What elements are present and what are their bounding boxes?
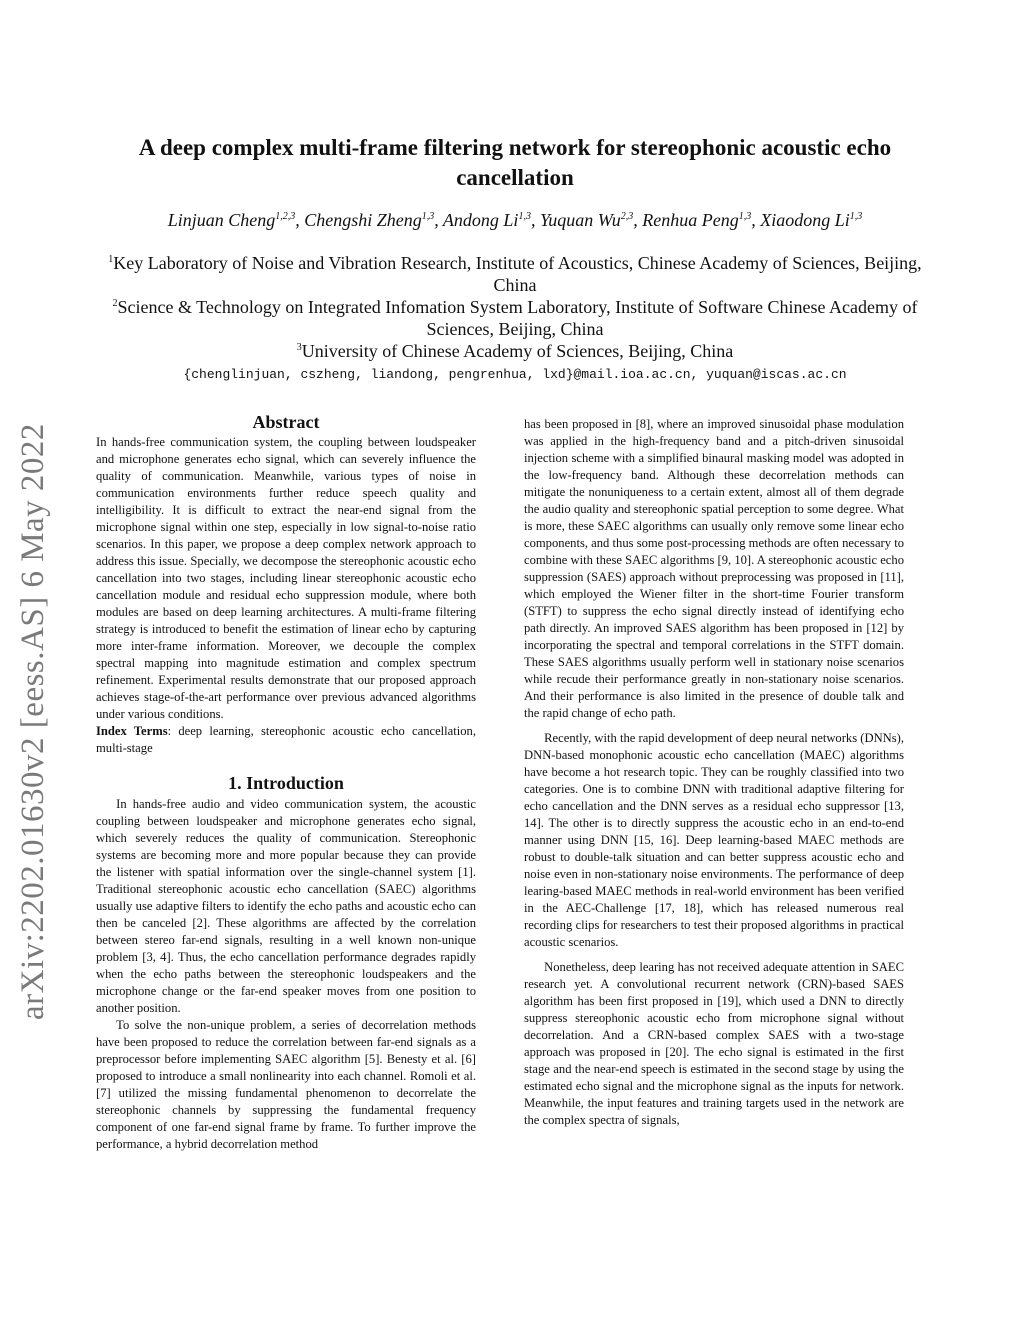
- intro-paragraph: To solve the non-unique problem, a series of decorrelation methods have been proposed to reduce the correlation between far-end signals as a preprocessor before implementing SAEC algorithm [5]. Benesty et al. [6] proposed to introduce a small nonlinearity into each channel. Romoli et al. [7] utilized the missing fundamental phenomenon to decorrelate the stereophonic channels by suppressing the fundamental frequency component of one far-end signal frame by frame. To further improve the performance, a hybrid decorrelation method: [96, 1018, 476, 1151]
- affiliation: $^3$University of Chinese Academy of Sciences, Beijing, China: [296, 341, 734, 361]
- left-column: [96, 414, 476, 1153]
- right-column: [524, 416, 904, 1129]
- intro-paragraph: Nonetheless, deep learing has not received adequate attention in SAEC research yet. A convolutional recurrent network (CRN)-based SAES algorithm has been first proposed in [19], which used a DNN to directly suppress stereophonic acoustic echo from microphone signal without decorrelation. And a CRN-based complex SAES with a two-stage approach was proposed in [20]. The echo signal is estimated in the first stage and the near-end speech is estimated in the second stage by using the estimated echo signal and the microphone signal as the inputs for network. Meanwhile, the input features and training targets used in the network are the complex spectra of signals,: [524, 960, 904, 1127]
- arxiv-sidebar-identifier: [8, 320, 58, 1020]
- affiliations: [90, 252, 940, 362]
- abstract-heading: Abstract: [252, 412, 320, 432]
- intro-paragraph: Recently, with the rapid development of deep neural networks (DNNs), DNN-based monophonic acoustic echo cancellation (MAEC) algorithms have become a hot research topic. They can be roughly classified into two categories. One is to combine DNN with traditional adaptive filtering for echo cancellation and the DNN serves as a residual echo suppressor [13, 14]. The other is to directly suppress the acoustic echo in an end-to-end manner using DNN [15, 16]. Deep learning-based MAEC methods are robust to double-talk situation and can better suppress acoustic echo and noise even in non-stationary noise environments. The performance of deep learing-based MAEC methods in real-world environment has been verified in the AEC-Challenge [17, 18], which has released numerous real recording clips for researchers to test their proposed algorithms in practical acoustic scenarios.: [524, 731, 904, 949]
- author-list: [60, 207, 970, 233]
- index-terms: Index Terms: deep learning, stereophonic acoustic echo cancellation, multi-stage: [96, 724, 477, 755]
- author: Renhua Peng$^{1,3}$,: [642, 210, 761, 230]
- intro-paragraph: In hands-free audio and video communication system, the acoustic coupling between loudspeaker and microphone generates echo signal, which severely reduces the quality of communication. Stereophonic systems are becoming more and more popular because they can provide the listener with spatial information over the single-channel system [1]. Traditional stereophonic acoustic echo cancellation (SAEC) algorithms usually use adaptive filters to identify the echo paths and acoustic echo can then be canceled [2]. These algorithms are affected by the correlation between stereo far-end signals, resulting in a well known non-unique problem [3, 4]. Thus, the echo cancellation performance degrades rapidly when the echo paths between the stereophonic loudspeakers and the microphone change or the far-end speaker moves from one position to another position.: [96, 797, 476, 1015]
- affiliation: $^1$Key Laboratory of Noise and Vibration Research, Institute of Acoustics, Chinese Academy of Sciences, Beijing, China: [108, 253, 922, 295]
- affiliation: $^2$Science & Technology on Integrated Infomation System Laboratory, Institute of Software Chinese Academy of Sciences, Beijing, China: [112, 297, 918, 339]
- author: Chengshi Zheng$^{1,3}$,: [304, 210, 443, 230]
- author: Andong Li$^{1,3}$,: [442, 210, 540, 230]
- intro-paragraph: has been proposed in [8], where an improved sinusoidal phase modulation was applied in the high-frequency band and a pitch-driven sinusoidal injection scheme with a simplified binaural masking model was adopted in the low-frequency band. Although these decorrelation methods can mitigate the nonuniqueness to a certain extent, almost all of them degrade the audio quality and stereophonic spatial perception to some degree. What is more, these SAEC algorithms can usually only remove some linear echo components, and thus some post-processing methods are often necessary to combine with these SAEC algorithms [9, 10]. A stereophonic acoustic echo suppression (SAES) approach without preprocessing was proposed in [11], which employed the Wiener filter in the short-time Fourier transform (STFT) to suppress the echo signal directly instead of identifying echo path directly. An improved SAES algorithm has been proposed in [12] by incorporating the spectral and temporal correlations in the STFT domain. These SAES algorithms usually perform well in stationary noise scenarios while recude their performance greatly in non-stationary noise scenarios. And their performance is also limited in the presence of double talk and the rapid change of echo path.: [524, 417, 904, 720]
- author: Yuquan Wu$^{2,3}$,: [539, 210, 643, 230]
- author: Xiaodong Li$^{1,3}$: [760, 210, 863, 230]
- author-emails: {chenglinjuan, cszheng, liandong, pengrenhua, lxd}@mail.ioa.ac.cn, yuquan@iscas.ac.cn: [183, 367, 847, 382]
- arxiv-id-text: arXiv:2202.01630v2 [eess.AS] 6 May 2022: [15, 423, 51, 1020]
- introduction-heading: 1. Introduction: [228, 773, 344, 793]
- abstract-text: In hands-free communication system, the coupling between loudspeaker and microphone generates echo signal, which can severely influence the quality of communication. Meanwhile, various types of noise in communication environments further reduce speech quality and intelligibility. It is difficult to extract the near-end signal from the microphone signal within one step, especially in low signal-to-noise ratio scenarios. In this paper, we propose a deep complex network approach to address this issue. Specially, we decompose the stereophonic acoustic echo cancellation into two stages, including linear stereophonic acoustic echo cancellation module and residual echo suppression module, where both modules are based on deep learning architectures. A multi-frame filtering strategy is introduced to benefit the estimation of linear echo by capturing more inter-frame information. Moreover, we decouple the complex spectral mapping into magnitude estimation and complex spectrum refinement. Experimental results demonstrate that our proposed approach achieves stage-of-the-art performance over previous advanced algorithms under various conditions.: [96, 435, 476, 721]
- paper-title: A deep complex multi-frame filtering network for stereophonic acoustic echo cancellation: [138, 135, 892, 190]
- author: Linjuan Cheng$^{1,2,3}$,: [167, 210, 305, 230]
